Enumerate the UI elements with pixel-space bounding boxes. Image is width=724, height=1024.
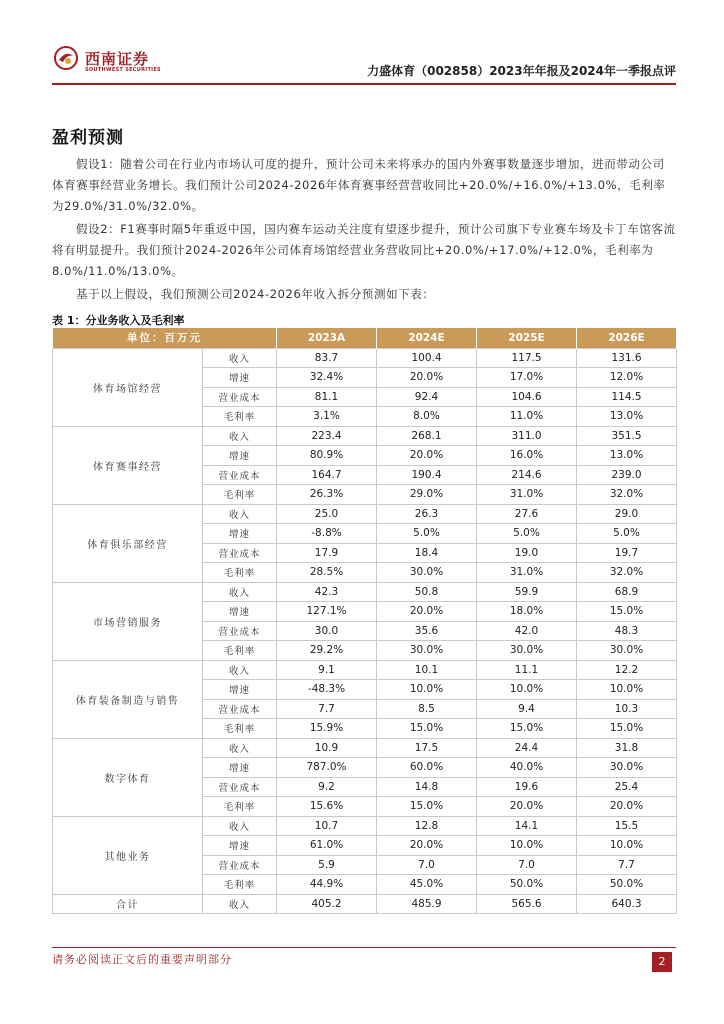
value-cell: 9.1: [277, 660, 377, 680]
value-cell: 30.0%: [577, 641, 677, 661]
value-cell: 30.0%: [377, 563, 477, 583]
metric-name-cell: 毛利率: [203, 875, 277, 895]
page-header: [52, 40, 676, 82]
metric-name-cell: 增速: [203, 836, 277, 856]
value-cell: 50.0%: [577, 875, 677, 895]
value-cell: 214.6: [477, 465, 577, 485]
value-cell: 5.0%: [577, 524, 677, 544]
value-cell: 19.0: [477, 543, 577, 563]
value-cell: 20.0%: [377, 602, 477, 622]
value-cell: 50.8: [377, 582, 477, 602]
value-cell: 100.4: [377, 348, 477, 368]
value-cell: 114.5: [577, 387, 677, 407]
value-cell: 223.4: [277, 426, 377, 446]
value-cell: 45.0%: [377, 875, 477, 895]
value-cell: 15.0%: [577, 602, 677, 622]
value-cell: 17.9: [277, 543, 377, 563]
table-row: [53, 504, 677, 524]
value-cell: 7.7: [577, 855, 677, 875]
value-cell: 5.0%: [477, 524, 577, 544]
value-cell: 13.0%: [577, 446, 677, 466]
value-cell: -8.8%: [277, 524, 377, 544]
table-row: [53, 426, 677, 446]
value-cell: 10.0%: [577, 836, 677, 856]
value-cell: 25.4: [577, 777, 677, 797]
value-cell: 127.1%: [277, 602, 377, 622]
value-cell: 190.4: [377, 465, 477, 485]
value-cell: 30.0: [277, 621, 377, 641]
value-cell: 10.9: [277, 738, 377, 758]
segment-name-cell: 市场营销服务: [53, 582, 203, 660]
value-cell: 10.7: [277, 816, 377, 836]
assumption-paragraph-1: 假设1：随着公司在行业内市场认可度的提升，预计公司未来将承办的国内外赛事数量逐步增加，进而带动公司体育赛事经营业务增长。我们预计公司2024-2026年体育赛事经营营收同比+20.0%/+16.0%/+13.0%，毛利率为29.0%/31.0%/32.0%。: [52, 157, 666, 213]
value-cell: 80.9%: [277, 446, 377, 466]
metric-name-cell: 收入: [203, 582, 277, 602]
metric-name-cell: 营业成本: [203, 855, 277, 875]
company-logo: [52, 44, 162, 78]
value-cell: 117.5: [477, 348, 577, 368]
value-cell: 10.0%: [477, 836, 577, 856]
value-cell: -48.3%: [277, 680, 377, 700]
value-cell: 8.0%: [377, 407, 477, 427]
metric-name-cell: 毛利率: [203, 485, 277, 505]
value-cell: 5.0%: [377, 524, 477, 544]
table-row: [53, 348, 677, 368]
value-cell: 29.0%: [377, 485, 477, 505]
value-cell: 61.0%: [277, 836, 377, 856]
value-cell: 18.4: [377, 543, 477, 563]
total-row: [53, 894, 677, 914]
value-cell: 30.0%: [577, 758, 677, 778]
metric-name-cell: 收入: [203, 816, 277, 836]
metric-name-cell: 增速: [203, 602, 277, 622]
metric-name-cell: 收入: [203, 426, 277, 446]
value-cell: 20.0%: [377, 836, 477, 856]
revenue-table: [52, 328, 677, 914]
table-row: [53, 660, 677, 680]
value-cell: 14.1: [477, 816, 577, 836]
value-cell: 7.7: [277, 699, 377, 719]
segment-name-cell: 数字体育: [53, 738, 203, 816]
metric-name-cell: 营业成本: [203, 777, 277, 797]
value-cell: 10.3: [577, 699, 677, 719]
value-cell: 10.0%: [577, 680, 677, 700]
value-cell: 239.0: [577, 465, 677, 485]
value-cell: 44.9%: [277, 875, 377, 895]
value-cell: 28.5%: [277, 563, 377, 583]
value-cell: 42.0: [477, 621, 577, 641]
value-cell: 42.3: [277, 582, 377, 602]
value-cell: 26.3: [377, 504, 477, 524]
table-row: [53, 738, 677, 758]
value-cell: 12.2: [577, 660, 677, 680]
value-cell: 311.0: [477, 426, 577, 446]
value-cell: 10.0%: [377, 680, 477, 700]
value-cell: 9.4: [477, 699, 577, 719]
value-cell: 9.2: [277, 777, 377, 797]
year-header: 2024E: [377, 328, 477, 348]
value-cell: 13.0%: [577, 407, 677, 427]
value-cell: 26.3%: [277, 485, 377, 505]
value-cell: 15.0%: [577, 719, 677, 739]
value-cell: 40.0%: [477, 758, 577, 778]
metric-name-cell: 营业成本: [203, 621, 277, 641]
value-cell: 31.0%: [477, 485, 577, 505]
page-number: 2: [652, 952, 672, 972]
value-cell: 131.6: [577, 348, 677, 368]
total-label-cell: 合计: [53, 894, 203, 914]
logo-text-en: SOUTHWEST SECURITIES: [85, 67, 161, 73]
value-cell: 5.9: [277, 855, 377, 875]
value-cell: 30.0%: [477, 641, 577, 661]
metric-name-cell: 增速: [203, 368, 277, 388]
segment-name-cell: 其他业务: [53, 816, 203, 894]
metric-name-cell: 毛利率: [203, 797, 277, 817]
value-cell: 15.0%: [477, 719, 577, 739]
assumption-paragraph-2: 假设2：F1赛事时隔5年重返中国，国内赛车运动关注度有望逐步提升，预计公司旗下专业赛车场及卡丁车馆客流将有明显提升。我们预计2024-2026年公司体育场馆经营业务营收同比+20.0%/+17.0%/+12.0%，毛利率为8.0%/11.0%/13.0%。: [52, 222, 676, 278]
segment-name-cell: 体育装备制造与销售: [53, 660, 203, 738]
value-cell: 29.2%: [277, 641, 377, 661]
value-cell: 31.8: [577, 738, 677, 758]
value-cell: 20.0%: [377, 368, 477, 388]
value-cell: 405.2: [277, 894, 377, 914]
unit-header: 单位：百万元: [53, 328, 277, 348]
value-cell: 12.8: [377, 816, 477, 836]
value-cell: 32.0%: [577, 563, 677, 583]
table-body: [53, 348, 677, 914]
table-caption: 表 1：分业务收入及毛利率: [52, 314, 185, 327]
value-cell: 20.0%: [377, 446, 477, 466]
metric-name-cell: 毛利率: [203, 563, 277, 583]
value-cell: 11.1: [477, 660, 577, 680]
value-cell: 20.0%: [577, 797, 677, 817]
value-cell: 15.5: [577, 816, 677, 836]
report-title: 力盛体育（002858）2023年年报及2024年一季报点评: [367, 64, 676, 78]
value-cell: 27.6: [477, 504, 577, 524]
value-cell: 31.0%: [477, 563, 577, 583]
year-header: 2026E: [577, 328, 677, 348]
segment-name-cell: 体育场馆经营: [53, 348, 203, 426]
metric-name-cell: 毛利率: [203, 719, 277, 739]
metric-name-cell: 收入: [203, 504, 277, 524]
value-cell: 25.0: [277, 504, 377, 524]
metric-name-cell: 增速: [203, 758, 277, 778]
value-cell: 15.9%: [277, 719, 377, 739]
value-cell: 29.0: [577, 504, 677, 524]
metric-name-cell: 营业成本: [203, 543, 277, 563]
value-cell: 164.7: [277, 465, 377, 485]
value-cell: 24.4: [477, 738, 577, 758]
segment-name-cell: 体育赛事经营: [53, 426, 203, 504]
value-cell: 17.5: [377, 738, 477, 758]
metric-name-cell: 营业成本: [203, 699, 277, 719]
value-cell: 8.5: [377, 699, 477, 719]
value-cell: 15.0%: [377, 797, 477, 817]
value-cell: 640.3: [577, 894, 677, 914]
value-cell: 7.0: [477, 855, 577, 875]
section-title: 盈利预测: [52, 128, 124, 148]
value-cell: 10.1: [377, 660, 477, 680]
metric-name-cell: 收入: [203, 894, 277, 914]
value-cell: 787.0%: [277, 758, 377, 778]
value-cell: 30.0%: [377, 641, 477, 661]
value-cell: 59.9: [477, 582, 577, 602]
year-header: 2025E: [477, 328, 577, 348]
value-cell: 16.0%: [477, 446, 577, 466]
metric-name-cell: 营业成本: [203, 465, 277, 485]
segment-name-cell: 体育俱乐部经营: [53, 504, 203, 582]
value-cell: 50.0%: [477, 875, 577, 895]
value-cell: 14.8: [377, 777, 477, 797]
metric-name-cell: 收入: [203, 738, 277, 758]
value-cell: 18.0%: [477, 602, 577, 622]
metric-name-cell: 增速: [203, 524, 277, 544]
table-header-row: [53, 328, 677, 348]
value-cell: 48.3: [577, 621, 677, 641]
value-cell: 15.6%: [277, 797, 377, 817]
summary-paragraph: 基于以上假设，我们预测公司2024-2026年收入拆分预测如下表：: [76, 287, 435, 301]
value-cell: 485.9: [377, 894, 477, 914]
footer-divider: [52, 947, 676, 948]
value-cell: 20.0%: [477, 797, 577, 817]
value-cell: 10.0%: [477, 680, 577, 700]
disclaimer-note: 请务必阅读正文后的重要声明部分: [52, 953, 232, 966]
value-cell: 19.6: [477, 777, 577, 797]
value-cell: 7.0: [377, 855, 477, 875]
year-header: 2023A: [277, 328, 377, 348]
value-cell: 3.1%: [277, 407, 377, 427]
value-cell: 60.0%: [377, 758, 477, 778]
table-row: [53, 816, 677, 836]
value-cell: 565.6: [477, 894, 577, 914]
value-cell: 81.1: [277, 387, 377, 407]
value-cell: 351.5: [577, 426, 677, 446]
value-cell: 268.1: [377, 426, 477, 446]
table-row: [53, 582, 677, 602]
logo-text-cn: 西南证券: [85, 50, 150, 68]
value-cell: 104.6: [477, 387, 577, 407]
value-cell: 32.4%: [277, 368, 377, 388]
value-cell: 68.9: [577, 582, 677, 602]
value-cell: 11.0%: [477, 407, 577, 427]
metric-name-cell: 增速: [203, 446, 277, 466]
value-cell: 83.7: [277, 348, 377, 368]
metric-name-cell: 毛利率: [203, 407, 277, 427]
metric-name-cell: 营业成本: [203, 387, 277, 407]
header-divider: [52, 83, 676, 85]
metric-name-cell: 增速: [203, 680, 277, 700]
value-cell: 15.0%: [377, 719, 477, 739]
metric-name-cell: 毛利率: [203, 641, 277, 661]
value-cell: 32.0%: [577, 485, 677, 505]
value-cell: 92.4: [377, 387, 477, 407]
value-cell: 17.0%: [477, 368, 577, 388]
logo-mark-icon: [54, 46, 78, 70]
metric-name-cell: 收入: [203, 348, 277, 368]
value-cell: 19.7: [577, 543, 677, 563]
value-cell: 35.6: [377, 621, 477, 641]
metric-name-cell: 收入: [203, 660, 277, 680]
value-cell: 12.0%: [577, 368, 677, 388]
